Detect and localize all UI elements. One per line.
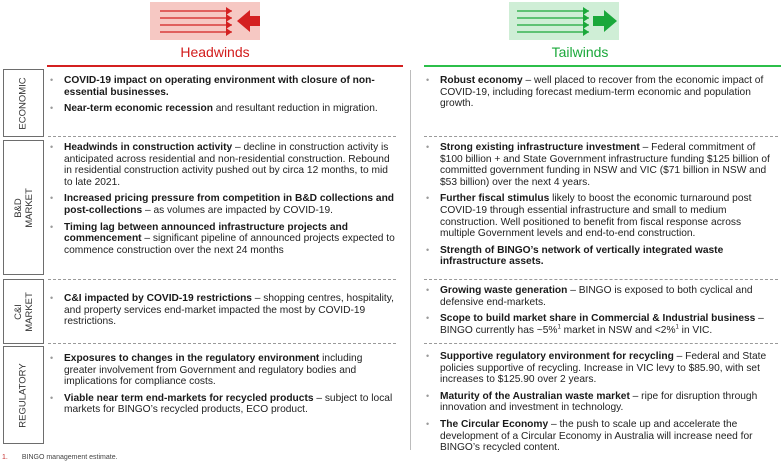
list-item: • Near-term economic recession and resultant reduction in migration.	[48, 103, 396, 115]
list-item: • Maturity of the Australian waste market – ripe for disruption through innovation and investment in technology.	[424, 391, 778, 414]
row-divider	[48, 343, 396, 344]
list-item: • Viable near term end-markets for recycled products – subject to local markets for BINGO’s recycled products, ECO product.	[48, 393, 396, 416]
list-item: • Growing waste generation – BINGO is exposed to both cyclical and defensive end-markets.	[424, 285, 778, 308]
tailwinds-underline	[424, 65, 781, 67]
list-item: • Headwinds in construction activity – decline in construction activity is anticipated across residential and non-residential construction. Rebound in residential construction activity pushed out by circa 12 months, to mid to late 2021.	[48, 142, 396, 188]
bd-headwinds	[48, 142, 396, 256]
column-separator	[410, 70, 411, 450]
list-item: • Exposures to changes in the regulatory environment including greater involvement from Government and regulatory bodies and implications for compliance costs.	[48, 353, 396, 388]
ci-tailwinds	[424, 285, 778, 336]
bd-tailwinds	[424, 142, 778, 268]
list-item: • COVID-19 impact on operating environment with closure of non-essential businesses.	[48, 75, 396, 98]
row-divider	[48, 279, 396, 280]
row-divider	[424, 343, 778, 344]
list-item: • The Circular Economy – the push to scale up and accelerate the development of a Circular Economy in Australia will increase need for BINGO’s recycled content.	[424, 419, 778, 454]
regulatory-headwinds	[48, 353, 396, 416]
list-item: • Strong existing infrastructure investment – Federal commitment of $100 billion + and State Government infrastructure funding $125 billion of committed government funding in NSW and VIC ($71 billion in NSW and $53 billion) over the next 4 years.	[424, 142, 778, 188]
footnote: 1. BINGO management estimate.	[2, 454, 118, 461]
tailwinds-title: Tailwinds	[551, 44, 609, 60]
headwinds-underline	[47, 65, 403, 67]
list-item: • Increased pricing pressure from competition in B&D collections and post-collections – as volumes are impacted by COVID-19.	[48, 193, 396, 216]
list-item: • Robust economy – well placed to recover from the economic impact of COVID-19, including forecast medium-term economic and population growth.	[424, 75, 778, 110]
row-label-bd-market: B&D MARKET	[3, 140, 44, 275]
headwinds-arrows-icon	[150, 2, 260, 40]
row-divider	[48, 136, 396, 137]
row-divider	[424, 279, 778, 280]
row-label-regulatory: REGULATORY	[3, 346, 44, 444]
ci-headwinds	[48, 293, 396, 328]
list-item: • Scope to build market share in Commercial & Industrial business – BINGO currently has ~5%$^1$ market in NSW and <2%$^1$ in VIC.	[424, 313, 778, 336]
row-label-ci-market: C&I MARKET	[3, 279, 44, 344]
economic-tailwinds	[424, 75, 778, 110]
list-item: • Timing lag between announced infrastructure projects and commencement – significant pipeline of announced projects expected to commence construction over the next 24 months	[48, 222, 396, 257]
list-item: • C&I impacted by COVID-19 restrictions – shopping centres, hospitality, and property services end-market impacted the most by COVID-19 restrictions.	[48, 293, 396, 328]
list-item: • Further fiscal stimulus likely to boost the economic turnaround post COVID-19 through essential infrastructure and small to medium construction. Well positioned to benefit from fiscal response across multiple Government levels and end-to-end construction.	[424, 193, 778, 239]
headwinds-title: Headwinds	[180, 44, 250, 60]
regulatory-tailwinds	[424, 351, 778, 454]
list-item: • Strength of BINGO’s network of vertically integrated waste infrastructure assets.	[424, 245, 778, 268]
economic-headwinds	[48, 75, 396, 115]
tailwinds-arrows-icon	[509, 2, 619, 40]
list-item: • Supportive regulatory environment for recycling – Federal and State policies supportive of recycling. Increase in VIC levy to $85.90, with set increases to $125.90 over 2 years.	[424, 351, 778, 386]
row-divider	[424, 136, 778, 137]
row-label-economic: ECONOMIC	[3, 69, 44, 137]
